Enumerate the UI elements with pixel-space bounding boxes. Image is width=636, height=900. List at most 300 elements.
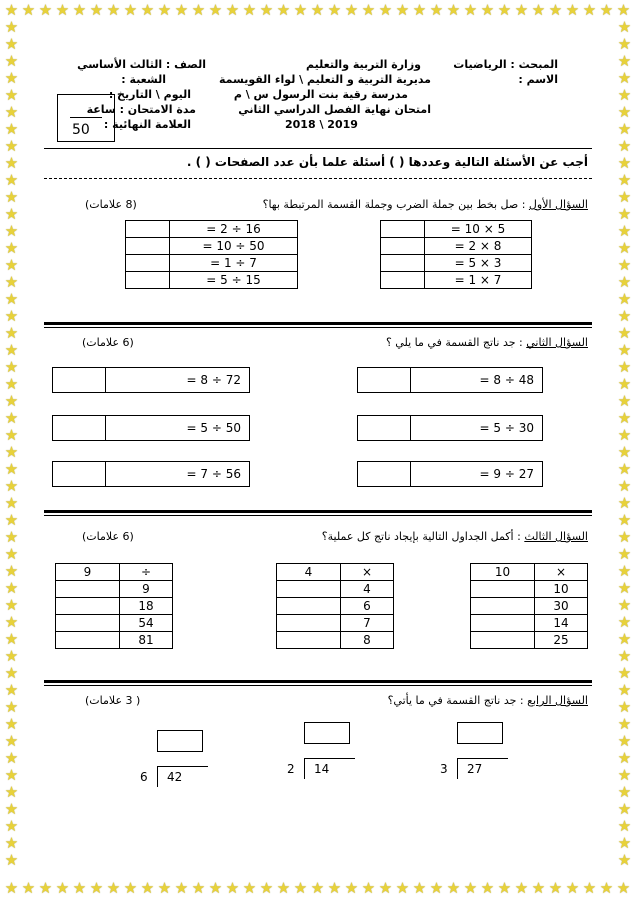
star-icon: ★ xyxy=(191,1,206,19)
table-row xyxy=(56,632,173,649)
q1-left-expression: = 2 ÷ 16 xyxy=(170,221,298,238)
name-label: الاسم : xyxy=(518,73,558,86)
star-icon: ★ xyxy=(617,443,632,461)
star-icon: ★ xyxy=(4,18,19,36)
star-icon: ★ xyxy=(174,1,189,19)
q4-dividend: 42 xyxy=(167,770,183,784)
q2-answer-cell[interactable] xyxy=(358,462,411,486)
q1-right-expression: = 2 × 8 xyxy=(425,238,532,255)
q2-right-row xyxy=(357,367,543,393)
star-icon: ★ xyxy=(4,1,19,19)
q3-value: 10 xyxy=(535,581,588,598)
star-icon: ★ xyxy=(395,879,410,897)
q4-dividend: 14 xyxy=(314,762,330,776)
star-icon: ★ xyxy=(4,375,19,393)
star-icon: ★ xyxy=(310,879,325,897)
day-date-label: اليوم \ التاريخ : xyxy=(108,88,191,101)
star-icon: ★ xyxy=(4,749,19,767)
q4-answer-box[interactable] xyxy=(457,722,503,744)
star-icon: ★ xyxy=(412,1,427,19)
star-icon: ★ xyxy=(617,494,632,512)
star-icon: ★ xyxy=(617,154,632,172)
star-icon: ★ xyxy=(617,715,632,733)
star-icon: ★ xyxy=(259,879,274,897)
star-icon: ★ xyxy=(4,426,19,444)
table-row xyxy=(56,598,173,615)
star-icon: ★ xyxy=(4,154,19,172)
star-icon: ★ xyxy=(617,800,632,818)
duration-label: مدة الامتحان : ساعة xyxy=(86,103,196,116)
star-icon: ★ xyxy=(4,358,19,376)
star-icon: ★ xyxy=(617,358,632,376)
q2-expression: = 5 ÷ 50 xyxy=(186,421,241,435)
star-icon: ★ xyxy=(157,879,172,897)
table-row xyxy=(381,255,532,272)
q1-right-answer-cell[interactable] xyxy=(381,238,425,255)
star-icon: ★ xyxy=(617,477,632,495)
star-icon: ★ xyxy=(4,69,19,87)
q3-table xyxy=(276,563,394,649)
final-mark-box xyxy=(57,94,115,142)
table-row xyxy=(471,598,588,615)
star-icon: ★ xyxy=(617,834,632,852)
star-icon: ★ xyxy=(617,120,632,138)
q2-right-row xyxy=(357,415,543,441)
star-icon: ★ xyxy=(4,698,19,716)
q1-right-expression: = 10 × 5 xyxy=(425,221,532,238)
star-icon: ★ xyxy=(617,188,632,206)
star-icon: ★ xyxy=(21,1,36,19)
star-icon: ★ xyxy=(4,443,19,461)
q3-value: 6 xyxy=(341,598,394,615)
table-row xyxy=(381,221,532,238)
star-icon: ★ xyxy=(617,18,632,36)
star-icon: ★ xyxy=(72,1,87,19)
star-icon: ★ xyxy=(140,1,155,19)
star-icon: ★ xyxy=(191,879,206,897)
star-icon: ★ xyxy=(480,1,495,19)
star-icon: ★ xyxy=(276,879,291,897)
q1-right-answer-cell[interactable] xyxy=(381,272,425,289)
grade-label: الصف : الثالث الأساسي xyxy=(77,58,206,71)
q3-value: 4 xyxy=(341,581,394,598)
star-icon: ★ xyxy=(4,613,19,631)
star-icon: ★ xyxy=(617,817,632,835)
q4-title: السؤال الرابع xyxy=(527,694,588,707)
exam-label: امتحان نهاية الفصل الدراسي الثاني xyxy=(238,103,431,116)
star-icon: ★ xyxy=(38,879,53,897)
directorate-label: مديرية التربية و التعليم \ لواء القويسمة xyxy=(218,73,431,86)
star-icon: ★ xyxy=(4,630,19,648)
q1-text: : صل بخط بين جملة الضرب وجملة القسمة المرتبطة بها؟ xyxy=(262,198,526,211)
q3-operator: × xyxy=(535,564,588,581)
star-icon: ★ xyxy=(4,879,19,897)
star-icon: ★ xyxy=(4,851,19,869)
star-icon: ★ xyxy=(293,1,308,19)
table-row xyxy=(381,238,532,255)
table-row xyxy=(277,632,394,649)
star-icon: ★ xyxy=(242,1,257,19)
star-icon: ★ xyxy=(617,528,632,546)
instructions: أجب عن الأسئلة التالية وعددها ( ) أسئلة علما بأن عدد الصفحات ( ) . xyxy=(186,155,588,169)
star-icon: ★ xyxy=(599,1,614,19)
table-row xyxy=(277,564,394,581)
star-icon: ★ xyxy=(225,1,240,19)
q3-value: 8 xyxy=(341,632,394,649)
q2-answer-cell[interactable] xyxy=(53,368,106,392)
q3-value: 54 xyxy=(120,615,173,632)
star-icon: ★ xyxy=(412,879,427,897)
star-icon: ★ xyxy=(361,879,376,897)
q3-head-value: 4 xyxy=(277,564,341,581)
q3-text: : أكمل الجداول التالية بإيجاد ناتج كل عملية؟ xyxy=(321,530,521,543)
star-icon: ★ xyxy=(582,879,597,897)
q3-answer-cell[interactable] xyxy=(56,632,120,649)
star-icon: ★ xyxy=(4,52,19,70)
q1-right-answer-cell[interactable] xyxy=(381,221,425,238)
star-icon: ★ xyxy=(123,1,138,19)
star-icon: ★ xyxy=(617,579,632,597)
star-icon: ★ xyxy=(617,766,632,784)
q1-title: السؤال الأول xyxy=(528,198,588,211)
q3-operator: × xyxy=(341,564,394,581)
star-icon: ★ xyxy=(140,879,155,897)
q3-answer-cell[interactable] xyxy=(277,581,341,598)
q4-answer-box[interactable] xyxy=(157,730,203,752)
star-icon: ★ xyxy=(4,188,19,206)
star-icon: ★ xyxy=(617,545,632,563)
q3-head-value: 10 xyxy=(471,564,535,581)
table-row xyxy=(471,581,588,598)
star-icon: ★ xyxy=(514,1,529,19)
star-icon: ★ xyxy=(4,664,19,682)
q3-answer-cell[interactable] xyxy=(56,615,120,632)
star-icon: ★ xyxy=(548,1,563,19)
star-icon: ★ xyxy=(327,879,342,897)
q3-head-value: 9 xyxy=(56,564,120,581)
star-icon: ★ xyxy=(582,1,597,19)
table-row xyxy=(126,272,298,289)
star-icon: ★ xyxy=(4,103,19,121)
star-icon: ★ xyxy=(361,1,376,19)
star-icon: ★ xyxy=(497,879,512,897)
star-icon: ★ xyxy=(617,375,632,393)
final-mark-label: العلامة النهائية : xyxy=(103,118,191,131)
star-icon: ★ xyxy=(344,1,359,19)
q3-answer-cell[interactable] xyxy=(471,598,535,615)
star-icon: ★ xyxy=(617,273,632,291)
star-icon: ★ xyxy=(617,205,632,223)
star-icon: ★ xyxy=(514,879,529,897)
star-icon: ★ xyxy=(4,562,19,580)
star-icon: ★ xyxy=(344,879,359,897)
star-icon: ★ xyxy=(617,86,632,104)
school-label: مدرسة رقية بنت الرسول س \ م xyxy=(233,88,408,101)
star-icon: ★ xyxy=(395,1,410,19)
q4-marks: ( 3 علامات) xyxy=(85,694,141,707)
star-icon: ★ xyxy=(4,460,19,478)
star-icon: ★ xyxy=(174,879,189,897)
star-icon: ★ xyxy=(617,426,632,444)
star-icon: ★ xyxy=(617,460,632,478)
star-icon: ★ xyxy=(4,647,19,665)
star-icon: ★ xyxy=(225,879,240,897)
q3-value: 30 xyxy=(535,598,588,615)
q3-divider xyxy=(44,680,592,683)
star-icon: ★ xyxy=(617,409,632,427)
star-icon: ★ xyxy=(599,879,614,897)
star-icon: ★ xyxy=(4,35,19,53)
star-icon: ★ xyxy=(38,1,53,19)
star-icon: ★ xyxy=(617,35,632,53)
star-icon: ★ xyxy=(617,613,632,631)
star-icon: ★ xyxy=(617,698,632,716)
star-icon: ★ xyxy=(89,879,104,897)
star-icon: ★ xyxy=(4,732,19,750)
q4-division-bracket xyxy=(157,766,208,787)
table-row xyxy=(471,564,588,581)
star-icon: ★ xyxy=(429,1,444,19)
star-icon: ★ xyxy=(4,171,19,189)
star-icon: ★ xyxy=(617,732,632,750)
star-icon: ★ xyxy=(565,1,580,19)
q1-left-answer-cell[interactable] xyxy=(126,272,170,289)
q3-operator: ÷ xyxy=(120,564,173,581)
q3-value: 7 xyxy=(341,615,394,632)
q1-right-answer-cell[interactable] xyxy=(381,255,425,272)
star-icon: ★ xyxy=(4,256,19,274)
q1-divider xyxy=(44,322,592,325)
instructions-divider xyxy=(44,178,592,179)
star-icon: ★ xyxy=(378,1,393,19)
star-icon: ★ xyxy=(55,1,70,19)
star-icon: ★ xyxy=(4,324,19,342)
q2-expression: = 7 ÷ 56 xyxy=(186,467,241,481)
q3-title: السؤال الثالث xyxy=(524,530,588,543)
star-icon: ★ xyxy=(4,273,19,291)
star-icon: ★ xyxy=(4,239,19,257)
star-icon: ★ xyxy=(4,800,19,818)
star-icon: ★ xyxy=(242,879,257,897)
q1-left-answer-cell[interactable] xyxy=(126,238,170,255)
star-icon: ★ xyxy=(4,477,19,495)
q2-answer-cell[interactable] xyxy=(53,416,106,440)
q2-expression: = 8 ÷ 48 xyxy=(479,373,534,387)
star-icon: ★ xyxy=(565,879,580,897)
subject-label: المبحث : الرياضيات xyxy=(453,58,558,71)
star-icon: ★ xyxy=(617,307,632,325)
star-icon: ★ xyxy=(208,879,223,897)
star-icon: ★ xyxy=(617,222,632,240)
star-icon: ★ xyxy=(4,511,19,529)
star-icon: ★ xyxy=(4,392,19,410)
star-icon: ★ xyxy=(617,256,632,274)
q2-left-row xyxy=(52,367,250,393)
q3-answer-cell[interactable] xyxy=(471,581,535,598)
star-icon: ★ xyxy=(446,1,461,19)
star-icon: ★ xyxy=(4,222,19,240)
table-row xyxy=(277,581,394,598)
q2-answer-cell[interactable] xyxy=(358,368,411,392)
star-icon: ★ xyxy=(617,783,632,801)
q2-left-row xyxy=(52,461,250,487)
star-icon: ★ xyxy=(4,528,19,546)
q3-answer-cell[interactable] xyxy=(471,615,535,632)
star-icon: ★ xyxy=(21,879,36,897)
star-icon: ★ xyxy=(106,879,121,897)
star-icon: ★ xyxy=(616,1,631,19)
q1-left-answer-cell[interactable] xyxy=(126,221,170,238)
q1-left-expression: = 5 ÷ 15 xyxy=(170,272,298,289)
q3-answer-cell[interactable] xyxy=(471,632,535,649)
star-icon: ★ xyxy=(531,1,546,19)
star-icon: ★ xyxy=(616,879,631,897)
star-icon: ★ xyxy=(259,1,274,19)
q2-marks: (6 علامات) xyxy=(82,336,134,349)
star-icon: ★ xyxy=(617,52,632,70)
star-icon: ★ xyxy=(106,1,121,19)
star-icon: ★ xyxy=(446,879,461,897)
q4-heading xyxy=(388,694,588,707)
star-icon: ★ xyxy=(548,879,563,897)
star-icon: ★ xyxy=(4,290,19,308)
table-row xyxy=(56,615,173,632)
q3-heading xyxy=(322,530,588,543)
q4-answer-box[interactable] xyxy=(304,722,350,744)
q3-answer-cell[interactable] xyxy=(277,598,341,615)
q2-expression: = 8 ÷ 72 xyxy=(186,373,241,387)
table-row xyxy=(56,564,173,581)
star-icon: ★ xyxy=(4,681,19,699)
star-icon: ★ xyxy=(4,120,19,138)
star-icon: ★ xyxy=(4,715,19,733)
star-icon: ★ xyxy=(123,879,138,897)
q2-left-row xyxy=(52,415,250,441)
star-icon: ★ xyxy=(617,664,632,682)
q3-value: 18 xyxy=(120,598,173,615)
star-icon: ★ xyxy=(4,86,19,104)
q2-answer-cell[interactable] xyxy=(53,462,106,486)
q4-divisor: 6 xyxy=(140,770,148,784)
star-icon: ★ xyxy=(617,103,632,121)
star-icon: ★ xyxy=(4,783,19,801)
q3-answer-cell[interactable] xyxy=(56,581,120,598)
q3-value: 9 xyxy=(120,581,173,598)
q3-value: 25 xyxy=(535,632,588,649)
q3-table xyxy=(55,563,173,649)
q2-text: : جد ناتج القسمة في ما يلي ؟ xyxy=(385,336,523,349)
star-icon: ★ xyxy=(4,579,19,597)
star-icon: ★ xyxy=(89,1,104,19)
star-icon: ★ xyxy=(531,879,546,897)
section-label: الشعبة : xyxy=(121,73,166,86)
star-icon: ★ xyxy=(617,392,632,410)
star-icon: ★ xyxy=(208,1,223,19)
star-icon: ★ xyxy=(4,341,19,359)
q2-divider xyxy=(44,510,592,513)
star-icon: ★ xyxy=(617,851,632,869)
star-icon: ★ xyxy=(617,171,632,189)
star-icon: ★ xyxy=(617,647,632,665)
star-icon: ★ xyxy=(378,879,393,897)
table-row xyxy=(126,221,298,238)
star-icon: ★ xyxy=(157,1,172,19)
table-row xyxy=(471,632,588,649)
star-icon: ★ xyxy=(617,681,632,699)
star-icon: ★ xyxy=(72,879,87,897)
q2-heading xyxy=(386,336,588,349)
q3-table xyxy=(470,563,588,649)
star-icon: ★ xyxy=(4,834,19,852)
q1-left-answer-cell[interactable] xyxy=(126,255,170,272)
star-icon: ★ xyxy=(617,630,632,648)
q4-divisor: 2 xyxy=(287,762,295,776)
q3-value: 81 xyxy=(120,632,173,649)
q3-value: 14 xyxy=(535,615,588,632)
year-label: 2018 \ 2019 xyxy=(285,118,358,131)
q1-marks: (8 علامات) xyxy=(85,198,137,211)
star-icon: ★ xyxy=(617,511,632,529)
ministry-label: وزارة التربية والتعليم xyxy=(306,58,421,71)
q3-answer-cell[interactable] xyxy=(277,615,341,632)
star-icon: ★ xyxy=(617,239,632,257)
q1-left-table xyxy=(125,220,298,289)
star-icon: ★ xyxy=(4,307,19,325)
star-icon: ★ xyxy=(276,1,291,19)
q1-heading xyxy=(263,198,588,211)
q1-left-expression: = 1 ÷ 7 xyxy=(170,255,298,272)
star-icon: ★ xyxy=(4,205,19,223)
q3-answer-cell[interactable] xyxy=(56,598,120,615)
star-icon: ★ xyxy=(4,817,19,835)
table-row xyxy=(277,598,394,615)
star-icon: ★ xyxy=(617,749,632,767)
star-icon: ★ xyxy=(310,1,325,19)
q1-right-table xyxy=(380,220,532,289)
q4-division-bracket xyxy=(304,758,355,779)
star-icon: ★ xyxy=(497,1,512,19)
star-icon: ★ xyxy=(429,879,444,897)
q2-right-row xyxy=(357,461,543,487)
star-icon: ★ xyxy=(617,596,632,614)
star-icon: ★ xyxy=(480,879,495,897)
q2-answer-cell[interactable] xyxy=(358,416,411,440)
star-icon: ★ xyxy=(4,494,19,512)
star-icon: ★ xyxy=(4,137,19,155)
star-icon: ★ xyxy=(617,137,632,155)
star-icon: ★ xyxy=(4,596,19,614)
q4-dividend: 27 xyxy=(467,762,483,776)
star-icon: ★ xyxy=(293,879,308,897)
star-icon: ★ xyxy=(4,545,19,563)
star-icon: ★ xyxy=(617,69,632,87)
q1-left-expression: = 10 ÷ 50 xyxy=(170,238,298,255)
q2-expression: = 5 ÷ 30 xyxy=(479,421,534,435)
q3-answer-cell[interactable] xyxy=(277,632,341,649)
table-row xyxy=(471,615,588,632)
star-icon: ★ xyxy=(4,766,19,784)
star-icon: ★ xyxy=(4,409,19,427)
star-icon: ★ xyxy=(327,1,342,19)
star-icon: ★ xyxy=(463,879,478,897)
star-icon: ★ xyxy=(55,879,70,897)
star-icon: ★ xyxy=(617,324,632,342)
table-row xyxy=(126,255,298,272)
header-divider xyxy=(44,148,592,149)
q4-divisor: 3 xyxy=(440,762,448,776)
table-row xyxy=(277,615,394,632)
q3-marks: (6 علامات) xyxy=(82,530,134,543)
